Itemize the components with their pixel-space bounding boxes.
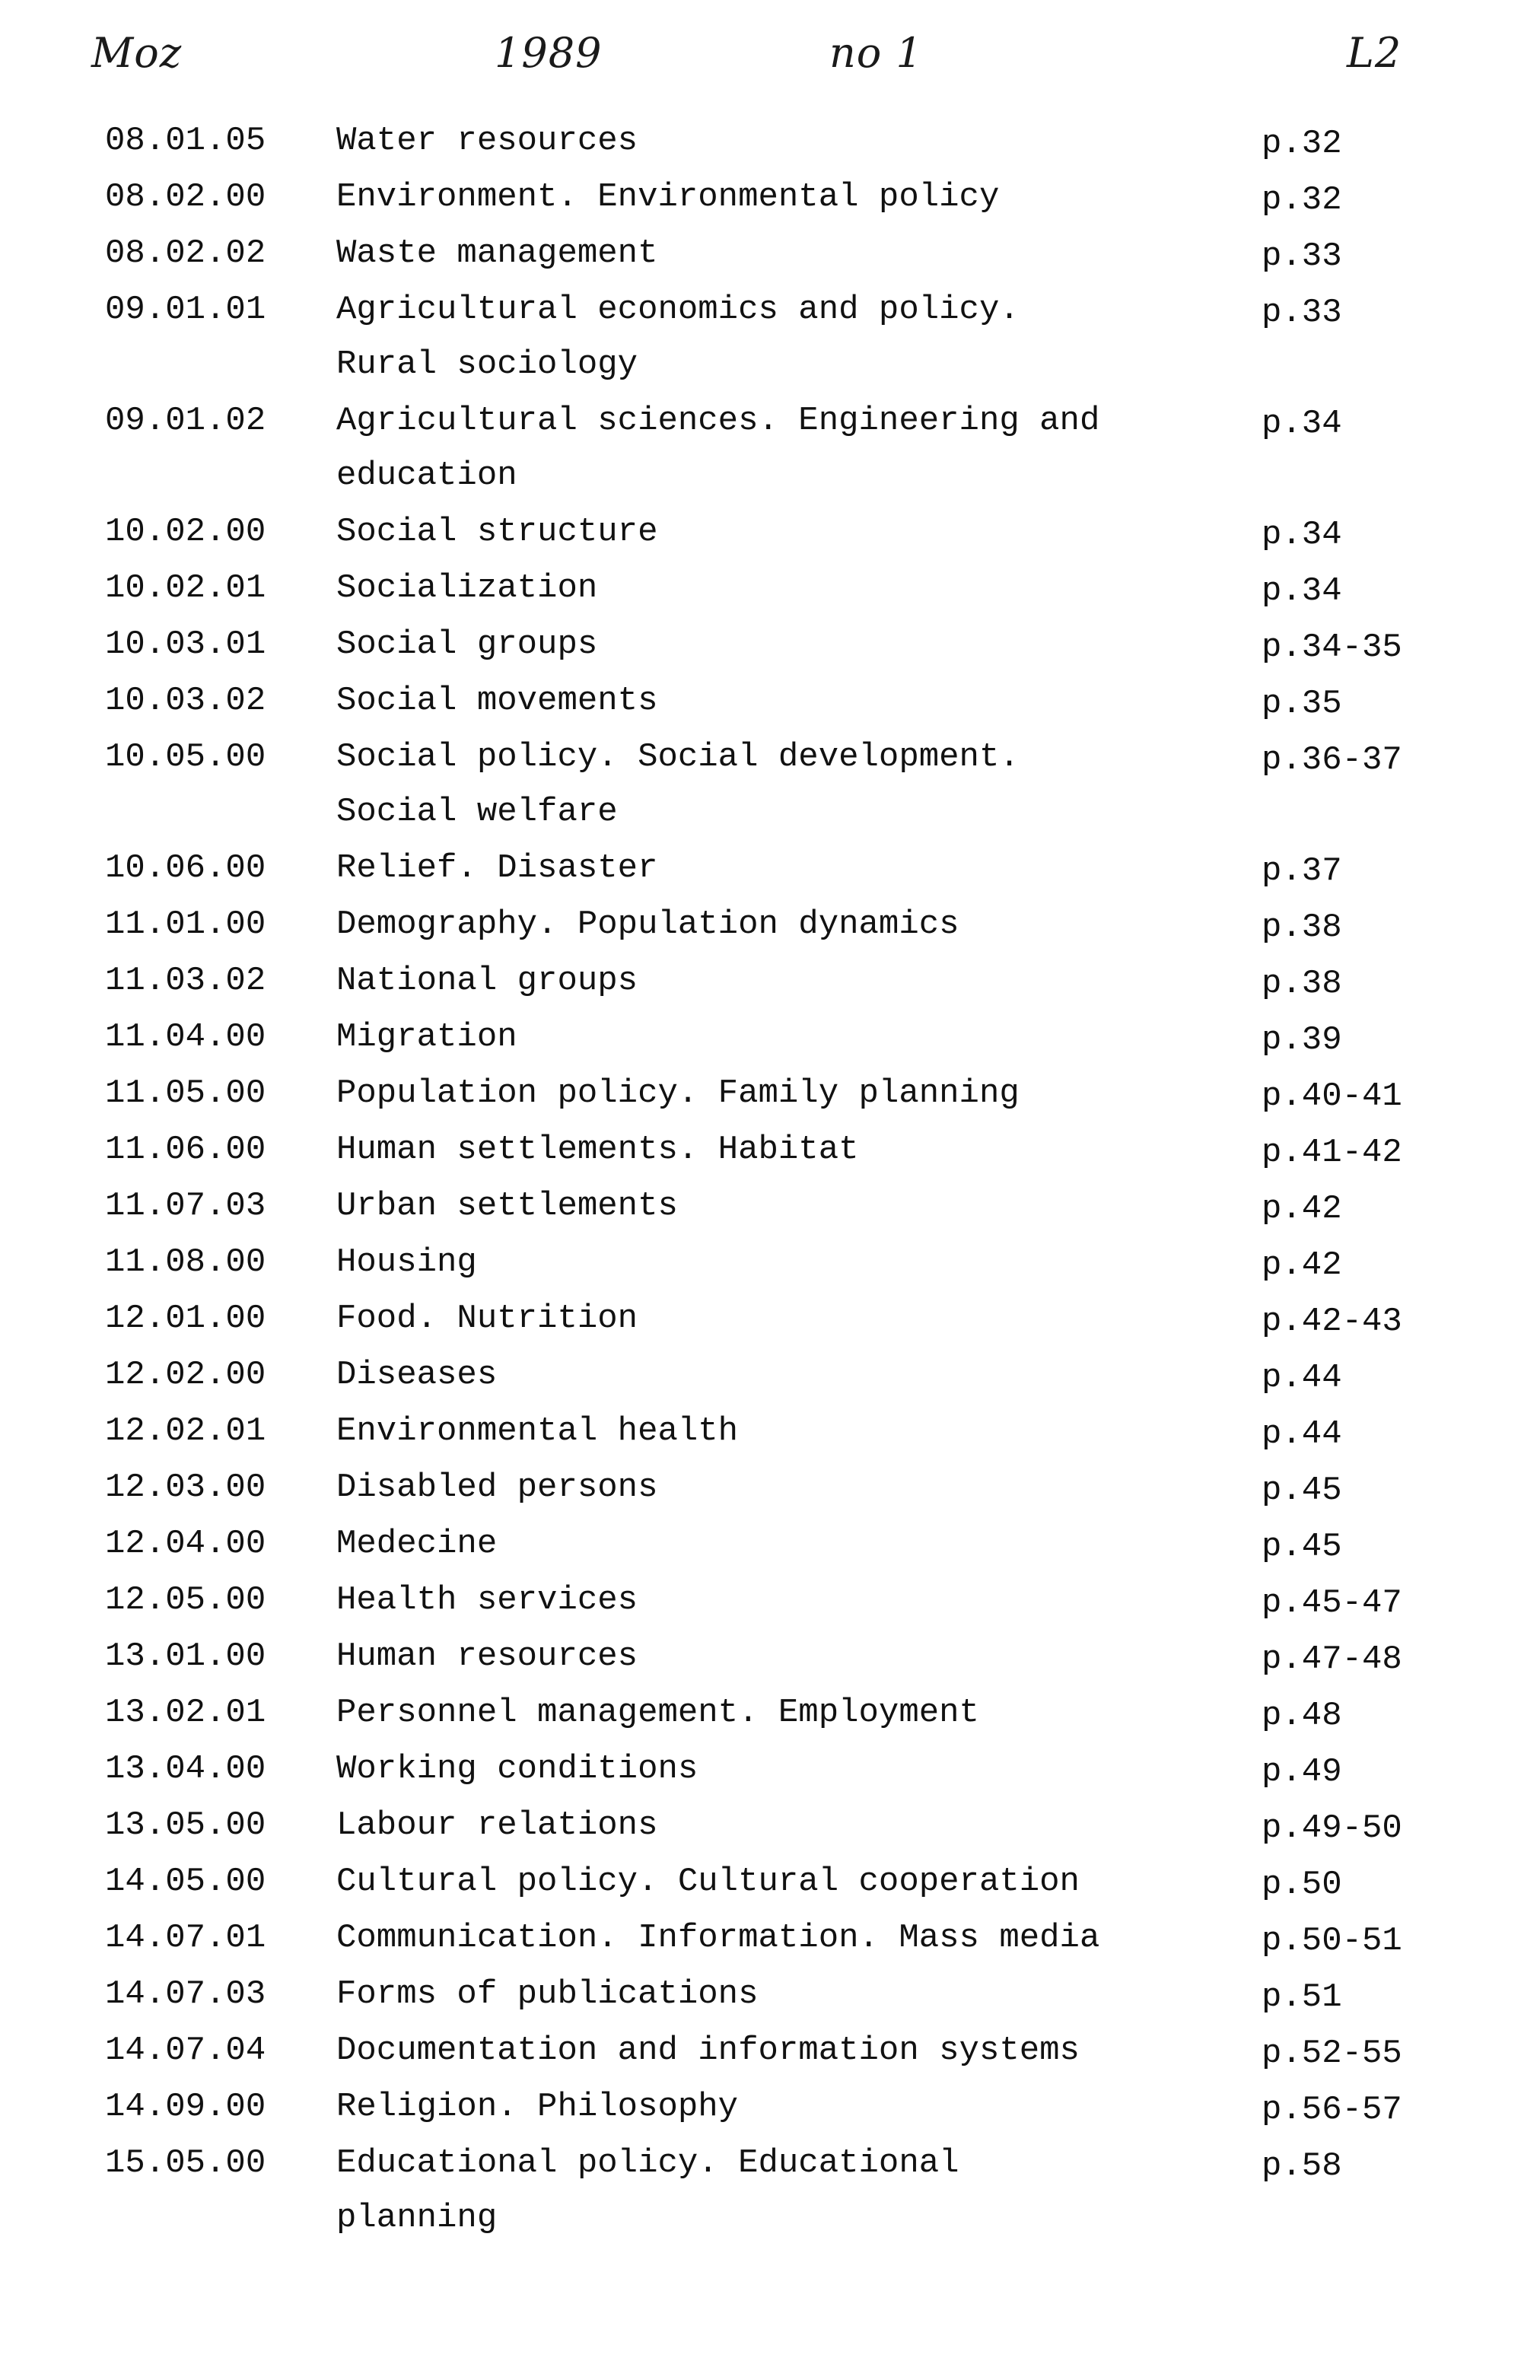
classification-code: 14.07.01 xyxy=(105,1919,266,1957)
classification-code: 11.06.00 xyxy=(105,1131,266,1169)
subject-title xyxy=(336,1290,1325,1345)
classification-code: 13.01.00 xyxy=(105,1637,266,1675)
page-reference: p.35 xyxy=(1262,685,1342,723)
subject-title-line: Religion. Philosophy xyxy=(336,2088,739,2126)
subject-title xyxy=(336,2079,1325,2133)
subject-title-line: Waste management xyxy=(336,234,658,272)
index-entry xyxy=(105,504,1444,560)
subject-title-line: Social structure xyxy=(336,513,658,551)
index-entry xyxy=(105,2022,1444,2079)
subject-title xyxy=(336,1910,1325,1965)
page-reference: p.45 xyxy=(1262,1528,1342,1566)
page-reference: p.41-42 xyxy=(1262,1134,1402,1172)
subject-title xyxy=(336,225,1325,280)
page-reference: p.48 xyxy=(1262,1697,1342,1735)
classification-code: 09.01.01 xyxy=(105,291,266,329)
classification-code: 13.04.00 xyxy=(105,1750,266,1788)
subject-title xyxy=(336,1347,1325,1402)
index-entry xyxy=(105,1122,1444,1178)
subject-title xyxy=(336,1178,1325,1233)
subject-title-line: Human resources xyxy=(336,1637,638,1675)
subject-title-line: Educational policy. Educational xyxy=(336,2144,959,2182)
index-entry xyxy=(105,1009,1444,1065)
classification-code: 12.02.01 xyxy=(105,1412,266,1450)
subject-title xyxy=(336,1459,1325,1514)
index-entry xyxy=(105,225,1444,282)
subject-title-line: Social welfare xyxy=(336,793,618,831)
subject-title xyxy=(336,673,1325,727)
index-entry xyxy=(105,1628,1444,1685)
subject-title-line: Rural sociology xyxy=(336,345,638,383)
subject-title xyxy=(336,1741,1325,1796)
subject-title xyxy=(336,560,1325,615)
subject-title-line: Social policy. Social development. xyxy=(336,738,1020,776)
subject-title xyxy=(336,393,1325,502)
subject-title-line: Social groups xyxy=(336,625,598,663)
subject-title xyxy=(336,1685,1325,1739)
classification-code: 10.06.00 xyxy=(105,849,266,887)
index-entry xyxy=(105,1290,1444,1347)
subject-title xyxy=(336,1122,1325,1176)
page-reference: p.44 xyxy=(1262,1415,1342,1453)
page-reference: p.49 xyxy=(1262,1753,1342,1791)
classification-code: 10.05.00 xyxy=(105,738,266,776)
subject-title-line: Disabled persons xyxy=(336,1468,658,1507)
page-reference: p.50-51 xyxy=(1262,1922,1402,1960)
subject-title xyxy=(336,616,1325,671)
classification-code: 08.02.00 xyxy=(105,178,266,216)
classification-code: 14.07.04 xyxy=(105,2032,266,2070)
index-entry xyxy=(105,393,1444,504)
handwritten-mark-country: Moz xyxy=(91,29,183,77)
subject-title xyxy=(336,896,1325,951)
classification-code: 15.05.00 xyxy=(105,2144,266,2182)
page-reference: p.42 xyxy=(1262,1246,1342,1284)
page-reference: p.49-50 xyxy=(1262,1809,1402,1847)
index-entry xyxy=(105,560,1444,616)
classification-code: 14.07.03 xyxy=(105,1975,266,2013)
subject-title xyxy=(336,2022,1325,2077)
page-reference: p.50 xyxy=(1262,1866,1342,1904)
index-entry xyxy=(105,1797,1444,1853)
classification-code: 11.08.00 xyxy=(105,1243,266,1281)
classification-code: 11.07.03 xyxy=(105,1187,266,1225)
subject-title xyxy=(336,1572,1325,1627)
page-reference: p.42 xyxy=(1262,1190,1342,1228)
index-entry xyxy=(105,1516,1444,1572)
subject-title-line: Population policy. Family planning xyxy=(336,1074,1020,1112)
index-entry xyxy=(105,1459,1444,1516)
subject-title-line: Water resources xyxy=(336,122,638,160)
subject-title-line: Demography. Population dynamics xyxy=(336,905,959,943)
classification-code: 14.05.00 xyxy=(105,1863,266,1901)
classification-code: 12.02.00 xyxy=(105,1356,266,1394)
classification-code: 13.02.01 xyxy=(105,1694,266,1732)
subject-title-line: Documentation and information systems xyxy=(336,2032,1080,2070)
subject-title xyxy=(336,504,1325,558)
index-entry xyxy=(105,2079,1444,2135)
index-entry xyxy=(105,169,1444,225)
classification-code: 08.02.02 xyxy=(105,234,266,272)
subject-title xyxy=(336,953,1325,1007)
classification-code: 12.05.00 xyxy=(105,1581,266,1619)
subject-title-line: Food. Nutrition xyxy=(336,1300,638,1338)
subject-title-line: Forms of publications xyxy=(336,1975,759,2013)
handwritten-mark-page: L2 xyxy=(1347,29,1402,77)
page-reference: p.34 xyxy=(1262,572,1342,610)
classification-code: 11.05.00 xyxy=(105,1074,266,1112)
page-reference: p.47-48 xyxy=(1262,1640,1402,1678)
classification-code: 08.01.05 xyxy=(105,122,266,160)
index-entry xyxy=(105,1685,1444,1741)
page-reference: p.34-35 xyxy=(1262,628,1402,667)
subject-title xyxy=(336,840,1325,895)
classification-code: 12.04.00 xyxy=(105,1525,266,1563)
index-entry xyxy=(105,616,1444,673)
subject-title-line: National groups xyxy=(336,962,638,1000)
page-reference: p.33 xyxy=(1262,237,1342,275)
page-reference: p.45-47 xyxy=(1262,1584,1402,1622)
index-entry xyxy=(105,1178,1444,1234)
subject-title xyxy=(336,729,1325,838)
page-reference: p.45 xyxy=(1262,1472,1342,1510)
page-reference: p.42-43 xyxy=(1262,1303,1402,1341)
page-reference: p.32 xyxy=(1262,181,1342,219)
handwritten-mark-number: no 1 xyxy=(829,29,923,77)
index-entry xyxy=(105,1234,1444,1290)
subject-title xyxy=(336,1628,1325,1683)
classification-code: 11.01.00 xyxy=(105,905,266,943)
subject-title xyxy=(336,1797,1325,1852)
page-reference: p.38 xyxy=(1262,908,1342,947)
subject-title xyxy=(336,169,1325,224)
classification-code: 11.04.00 xyxy=(105,1018,266,1056)
index-entry xyxy=(105,840,1444,896)
classification-code: 10.03.01 xyxy=(105,625,266,663)
subject-title-line: Socialization xyxy=(336,569,598,607)
page-reference: p.40-41 xyxy=(1262,1077,1402,1115)
subject-title xyxy=(336,1516,1325,1570)
index-entry xyxy=(105,1741,1444,1797)
index-entry xyxy=(105,1065,1444,1122)
subject-title-line: Working conditions xyxy=(336,1750,698,1788)
subject-title xyxy=(336,1009,1325,1064)
index-entry xyxy=(105,729,1444,840)
subject-title-line: Migration xyxy=(336,1018,517,1056)
index-entry xyxy=(105,1910,1444,1966)
classification-code: 10.03.02 xyxy=(105,682,266,720)
page-reference: p.51 xyxy=(1262,1978,1342,2016)
subject-title-line: Diseases xyxy=(336,1356,498,1394)
subject-title-line: Relief. Disaster xyxy=(336,849,658,887)
classification-code: 10.02.01 xyxy=(105,569,266,607)
index-entry xyxy=(105,896,1444,953)
subject-title-line: Human settlements. Habitat xyxy=(336,1131,859,1169)
subject-title xyxy=(336,1853,1325,1908)
index-entry xyxy=(105,282,1444,393)
subject-title-line: Environmental health xyxy=(336,1412,739,1450)
subject-title-line: Urban settlements xyxy=(336,1187,678,1225)
index-entry xyxy=(105,1403,1444,1459)
subject-title xyxy=(336,1065,1325,1120)
page-reference: p.52-55 xyxy=(1262,2035,1402,2073)
classification-code: 12.01.00 xyxy=(105,1300,266,1338)
page-reference: p.56-57 xyxy=(1262,2091,1402,2129)
page-reference: p.38 xyxy=(1262,965,1342,1003)
index-entry xyxy=(105,953,1444,1009)
subject-title xyxy=(336,1234,1325,1289)
page-reference: p.34 xyxy=(1262,516,1342,554)
page-reference: p.44 xyxy=(1262,1359,1342,1397)
subject-title-line: Environment. Environmental policy xyxy=(336,178,1000,216)
page-reference: p.37 xyxy=(1262,852,1342,890)
subject-title-line: Health services xyxy=(336,1581,638,1619)
subject-title xyxy=(336,1966,1325,2021)
subject-title-line: education xyxy=(336,457,517,495)
subject-title xyxy=(336,113,1325,167)
subject-title-line: Social movements xyxy=(336,682,658,720)
subject-title-line: Housing xyxy=(336,1243,477,1281)
subject-index-list xyxy=(105,113,1444,2246)
page-reference: p.33 xyxy=(1262,294,1342,332)
classification-code: 14.09.00 xyxy=(105,2088,266,2126)
classification-code: 09.01.02 xyxy=(105,402,266,440)
subject-title-line: Medecine xyxy=(336,1525,498,1563)
subject-title-line: planning xyxy=(336,2199,498,2237)
subject-title-line: Agricultural sciences. Engineering and xyxy=(336,402,1100,440)
subject-title xyxy=(336,1403,1325,1458)
index-entry xyxy=(105,1853,1444,1910)
page-reference: p.36-37 xyxy=(1262,741,1402,779)
index-entry xyxy=(105,1572,1444,1628)
subject-title xyxy=(336,282,1325,391)
handwritten-mark-year: 1989 xyxy=(495,29,603,77)
classification-code: 13.05.00 xyxy=(105,1806,266,1844)
subject-title-line: Cultural policy. Cultural cooperation xyxy=(336,1863,1080,1901)
page-reference: p.32 xyxy=(1262,125,1342,163)
classification-code: 12.03.00 xyxy=(105,1468,266,1507)
index-entry xyxy=(105,2135,1444,2246)
subject-title-line: Agricultural economics and policy. xyxy=(336,291,1020,329)
subject-title-line: Labour relations xyxy=(336,1806,658,1844)
subject-title-line: Communication. Information. Mass media xyxy=(336,1919,1100,1957)
classification-code: 11.03.02 xyxy=(105,962,266,1000)
page-reference: p.58 xyxy=(1262,2147,1342,2185)
page-reference: p.39 xyxy=(1262,1021,1342,1059)
subject-title-line: Personnel management. Employment xyxy=(336,1694,979,1732)
classification-code: 10.02.00 xyxy=(105,513,266,551)
index-entry xyxy=(105,1966,1444,2022)
page-reference: p.34 xyxy=(1262,405,1342,443)
index-entry xyxy=(105,113,1444,169)
index-entry xyxy=(105,1347,1444,1403)
subject-title xyxy=(336,2135,1325,2245)
index-entry xyxy=(105,673,1444,729)
